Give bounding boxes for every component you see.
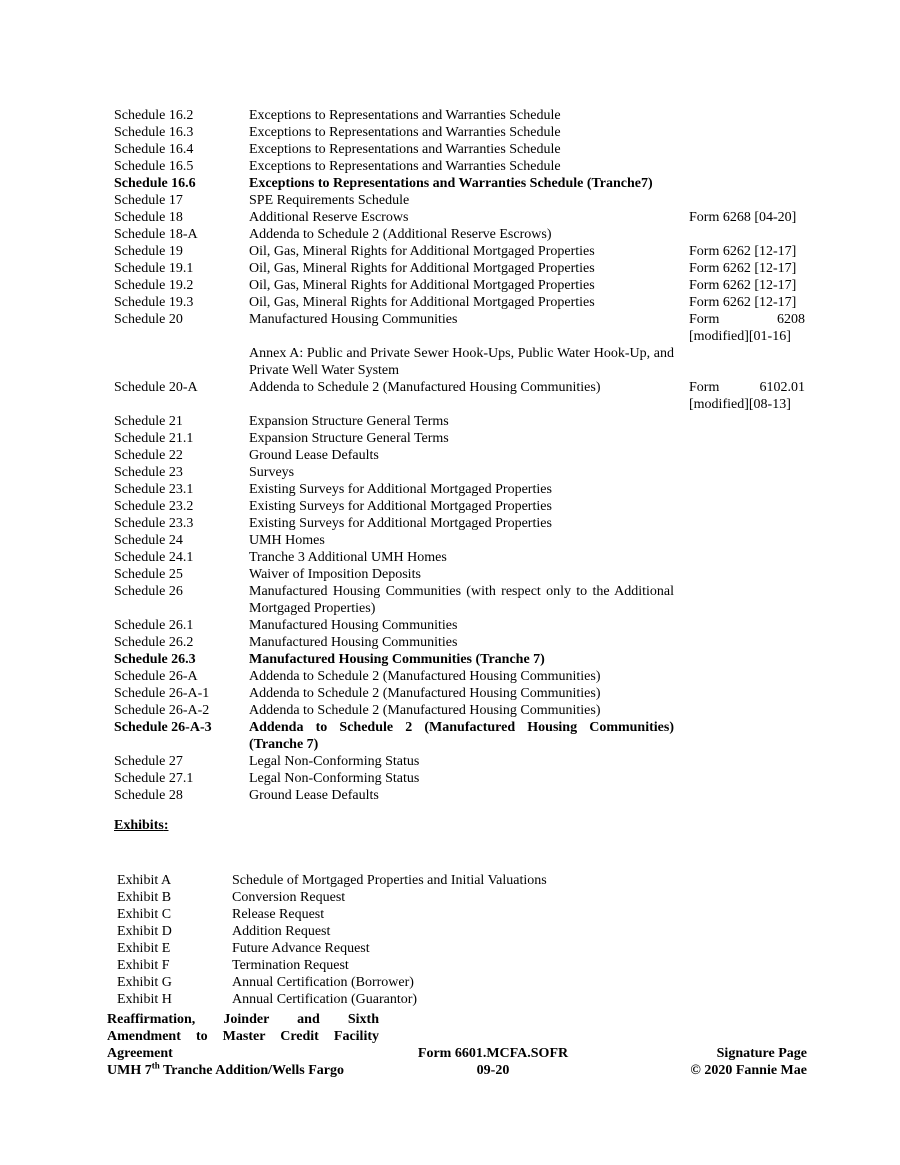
exhibit-row-id: Exhibit H — [117, 992, 172, 1007]
schedule-row-form — [689, 549, 805, 566]
schedule-row-form — [689, 634, 805, 651]
schedule-row — [114, 515, 814, 532]
schedule-row-id: Schedule 18-A — [114, 227, 198, 242]
schedule-row — [114, 702, 814, 719]
schedule-row-id: Schedule 26 — [114, 584, 183, 599]
schedule-row — [114, 770, 814, 787]
schedule-row-description: Existing Surveys for Additional Mortgaged Properties — [249, 499, 552, 514]
schedule-row-description: Manufactured Housing Communities (Tranche 7) — [249, 652, 545, 667]
schedule-row-form — [689, 668, 805, 685]
schedule-row-description: Legal Non-Conforming Status — [249, 754, 420, 769]
schedule-row-description: Addenda to Schedule 2 (Manufactured Housing Communities) — [249, 380, 601, 395]
schedule-row-id: Schedule 24.1 — [114, 550, 194, 565]
schedule-row-form — [689, 719, 805, 753]
schedule-row-form: Form 6102.01 [modified][08-13] — [689, 380, 805, 412]
footer-left-line: Agreement — [107, 1046, 173, 1061]
schedule-row — [114, 685, 814, 702]
schedule-row-id: Schedule 25 — [114, 567, 183, 582]
schedule-row — [114, 532, 814, 549]
exhibit-row-description: Annual Certification (Borrower) — [232, 975, 414, 990]
schedule-row-id: Schedule 23.2 — [114, 499, 194, 514]
schedule-row-description: Exceptions to Representations and Warranties Schedule — [249, 159, 561, 174]
schedule-row — [114, 498, 814, 515]
schedule-row-form — [689, 192, 805, 209]
footer-left-line: Reaffirmation, Joinder and Sixth — [107, 1012, 379, 1027]
schedule-row-form — [689, 413, 805, 430]
exhibit-row-description: Conversion Request — [232, 890, 346, 905]
schedule-row-description: Exceptions to Representations and Warranties Schedule (Tranche7) — [249, 176, 653, 191]
schedule-row-id: Schedule 19.1 — [114, 261, 194, 276]
schedule-row-id: Schedule 26.1 — [114, 618, 194, 633]
schedule-row-id: Schedule 16.3 — [114, 125, 194, 140]
schedule-row — [114, 158, 814, 175]
schedule-row — [114, 192, 814, 209]
schedule-row-form — [689, 226, 805, 243]
schedule-row-description: Additional Reserve Escrows — [249, 210, 409, 225]
exhibit-row — [117, 974, 632, 991]
schedule-row-id: Schedule 19.2 — [114, 278, 194, 293]
schedule-row — [114, 294, 814, 311]
schedule-row-id: Schedule 26-A-1 — [114, 686, 210, 701]
schedule-row — [114, 379, 814, 413]
schedule-row — [114, 753, 814, 770]
schedule-row — [114, 651, 814, 668]
schedule-row-id: Schedule 27 — [114, 754, 183, 769]
exhibit-row — [117, 906, 632, 923]
schedule-row-id: Schedule 28 — [114, 788, 183, 803]
schedule-row-description: Oil, Gas, Mineral Rights for Additional Mortgaged Properties — [249, 244, 595, 259]
schedule-row-description: Expansion Structure General Terms — [249, 431, 449, 446]
schedule-row-id: Schedule 23 — [114, 465, 183, 480]
schedule-row — [114, 447, 814, 464]
schedule-row-form — [689, 175, 805, 192]
schedule-list — [114, 107, 814, 804]
schedule-row — [114, 464, 814, 481]
schedule-row-id: Schedule 23.3 — [114, 516, 194, 531]
exhibit-row-id: Exhibit D — [117, 924, 172, 939]
schedule-row-description: Annex A: Public and Private Sewer Hook-Ups, Public Water Hook-Up, and Private Well Water System — [249, 346, 674, 378]
schedule-row-id: Schedule 22 — [114, 448, 183, 463]
footer-form-number: Form 6601.MCFA.SOFR 09-20 — [417, 1046, 569, 1078]
schedule-row-id: Schedule 20-A — [114, 380, 198, 395]
schedule-row-form — [689, 447, 805, 464]
schedule-row — [114, 481, 814, 498]
exhibit-row-id: Exhibit B — [117, 890, 172, 905]
schedule-row — [114, 345, 814, 379]
schedule-row-id: Schedule 26-A — [114, 669, 198, 684]
schedule-row-description: Addenda to Schedule 2 (Additional Reserve Escrows) — [249, 227, 552, 242]
schedule-row-form — [689, 753, 805, 770]
exhibit-row — [117, 923, 632, 940]
schedule-row-description: Waiver of Imposition Deposits — [249, 567, 421, 582]
schedule-row-id: Schedule 27.1 — [114, 771, 194, 786]
schedule-row-form — [689, 702, 805, 719]
schedule-row-id: Schedule 26-A-2 — [114, 703, 210, 718]
schedule-row-form — [689, 651, 805, 668]
schedule-row-description: Oil, Gas, Mineral Rights for Additional Mortgaged Properties — [249, 295, 595, 310]
exhibit-row — [117, 889, 632, 906]
schedule-row-description: Surveys — [249, 465, 295, 480]
schedule-row-form: Form 6262 [12-17] — [689, 295, 797, 310]
exhibit-row — [117, 991, 632, 1008]
schedule-row — [114, 209, 814, 226]
schedule-row — [114, 413, 814, 430]
schedule-row-form — [689, 583, 805, 617]
schedule-row-form: Form 6262 [12-17] — [689, 261, 797, 276]
exhibit-row — [117, 957, 632, 974]
schedule-row-id: Schedule 18 — [114, 210, 183, 225]
exhibit-row — [117, 872, 632, 889]
schedule-row-form — [689, 141, 805, 158]
exhibits-heading: Exhibits: — [114, 818, 169, 833]
footer-agreement-title — [107, 1011, 379, 1062]
schedule-row — [114, 719, 814, 753]
exhibit-row-description: Release Request — [232, 907, 325, 922]
schedule-row — [114, 617, 814, 634]
schedule-row-id: Schedule 19 — [114, 244, 183, 259]
schedule-row-form — [689, 430, 805, 447]
schedule-row-description: Addenda to Schedule 2 (Manufactured Housing Communities) — [249, 669, 601, 684]
exhibit-row-id: Exhibit C — [117, 907, 172, 922]
exhibit-row-description: Addition Request — [232, 924, 331, 939]
schedule-row-description: Addenda to Schedule 2 (Manufactured Housing Communities)(Tranche 7) — [249, 720, 674, 752]
schedule-row-form — [689, 770, 805, 787]
schedule-row-id — [114, 345, 249, 379]
schedule-row-form — [689, 345, 805, 379]
schedule-row-id: Schedule 21 — [114, 414, 183, 429]
schedule-row — [114, 226, 814, 243]
schedule-row-description: Addenda to Schedule 2 (Manufactured Housing Communities) — [249, 703, 601, 718]
exhibit-list — [117, 872, 632, 1008]
footer-signature-page: Signature Page © 2020 Fannie Mae — [690, 1046, 807, 1078]
schedule-row — [114, 124, 814, 141]
schedule-row-form: Form 6208 [modified][01-16] — [689, 312, 805, 344]
schedule-row-form: Form 6262 [12-17] — [689, 244, 797, 259]
schedule-row-description: SPE Requirements Schedule — [249, 193, 410, 208]
schedule-row-form: Form 6268 [04-20] — [689, 210, 797, 225]
schedule-row — [114, 549, 814, 566]
schedule-row-description: Existing Surveys for Additional Mortgaged Properties — [249, 482, 552, 497]
exhibit-row-id: Exhibit E — [117, 941, 171, 956]
schedule-row-form — [689, 685, 805, 702]
exhibit-row-description: Termination Request — [232, 958, 349, 973]
footer-left-line: Amendment to Master Credit Facility — [107, 1029, 379, 1044]
schedule-row-form — [689, 107, 805, 124]
schedule-row-form — [689, 158, 805, 175]
exhibit-row-description: Schedule of Mortgaged Properties and Initial Valuations — [232, 873, 547, 888]
schedule-row — [114, 634, 814, 651]
schedule-row-id: Schedule 16.5 — [114, 159, 194, 174]
schedule-row-description: Tranche 3 Additional UMH Homes — [249, 550, 447, 565]
schedule-row-id: Schedule 26.2 — [114, 635, 194, 650]
schedule-row-description: Legal Non-Conforming Status — [249, 771, 420, 786]
schedule-row-description: Oil, Gas, Mineral Rights for Additional Mortgaged Properties — [249, 278, 595, 293]
schedule-row — [114, 243, 814, 260]
schedule-row-id: Schedule 24 — [114, 533, 183, 548]
schedule-row-form — [689, 464, 805, 481]
schedule-row — [114, 107, 814, 124]
schedule-row-description: Ground Lease Defaults — [249, 788, 379, 803]
schedule-row-description: Manufactured Housing Communities — [249, 618, 458, 633]
schedule-row — [114, 175, 814, 192]
schedule-row — [114, 566, 814, 583]
schedule-row — [114, 277, 814, 294]
page-footer — [107, 1011, 807, 1081]
schedule-row-description: Exceptions to Representations and Warranties Schedule — [249, 108, 561, 123]
schedule-row — [114, 260, 814, 277]
schedule-row-description: Manufactured Housing Communities — [249, 635, 458, 650]
schedule-row-id: Schedule 16.6 — [114, 176, 196, 191]
schedule-row-id: Schedule 16.4 — [114, 142, 194, 157]
schedule-row-description: Existing Surveys for Additional Mortgaged Properties — [249, 516, 552, 531]
exhibit-row-description: Future Advance Request — [232, 941, 370, 956]
schedule-row-form — [689, 617, 805, 634]
schedule-row-form — [689, 124, 805, 141]
footer-tranche-line: UMH 7th Tranche Addition/Wells Fargo — [107, 1060, 344, 1078]
exhibit-row-id: Exhibit F — [117, 958, 170, 973]
schedule-row-description: Manufactured Housing Communities (with respect only to the Additional Mortgaged Properties) — [249, 584, 674, 616]
schedule-row-form — [689, 481, 805, 498]
schedule-row — [114, 668, 814, 685]
schedule-row-form — [689, 515, 805, 532]
exhibit-row-id: Exhibit G — [117, 975, 172, 990]
schedule-row-form: Form 6262 [12-17] — [689, 278, 797, 293]
exhibit-row — [117, 940, 632, 957]
schedule-row-description: Exceptions to Representations and Warranties Schedule — [249, 125, 561, 140]
schedule-row-id: Schedule 16.2 — [114, 108, 194, 123]
schedule-row-description: Oil, Gas, Mineral Rights for Additional Mortgaged Properties — [249, 261, 595, 276]
exhibit-row-id: Exhibit A — [117, 873, 172, 888]
schedule-row-form — [689, 787, 805, 804]
schedule-row-id: Schedule 19.3 — [114, 295, 194, 310]
schedule-row — [114, 311, 814, 345]
schedule-row-form — [689, 498, 805, 515]
schedule-row-id: Schedule 26.3 — [114, 652, 196, 667]
schedule-row-description: Addenda to Schedule 2 (Manufactured Housing Communities) — [249, 686, 601, 701]
schedule-row-id: Schedule 23.1 — [114, 482, 194, 497]
schedule-row-id: Schedule 26-A-3 — [114, 720, 212, 735]
schedule-row-description: Ground Lease Defaults — [249, 448, 379, 463]
schedule-row-description: Exceptions to Representations and Warranties Schedule — [249, 142, 561, 157]
schedule-row — [114, 430, 814, 447]
schedule-row-form — [689, 566, 805, 583]
schedule-row-id: Schedule 17 — [114, 193, 183, 208]
schedule-row-form — [689, 532, 805, 549]
schedule-row — [114, 141, 814, 158]
schedule-row-description: Expansion Structure General Terms — [249, 414, 449, 429]
schedule-row-id: Schedule 21.1 — [114, 431, 194, 446]
schedule-row — [114, 583, 814, 617]
exhibit-row-description: Annual Certification (Guarantor) — [232, 992, 418, 1007]
schedule-row — [114, 787, 814, 804]
schedule-row-description: UMH Homes — [249, 533, 325, 548]
schedule-row-id: Schedule 20 — [114, 312, 183, 327]
schedule-row-description: Manufactured Housing Communities — [249, 312, 458, 327]
